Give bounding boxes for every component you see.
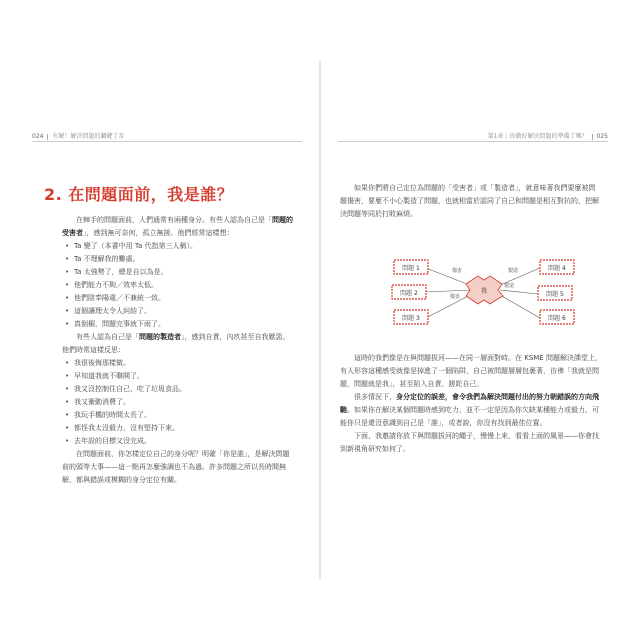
victim-term: 問題的受害者 [62, 216, 293, 237]
right-paragraph-1: 如果你們將自己定位為問題的「受害者」或「製造者」，就意味著我們要麼被問題傷害，要麼不小心製造了問題，也就相當於認同了自己和問題是相互對抗的，把解決問題等同於打敗麻煩。 [340, 184, 599, 218]
right-paragraph-3 [340, 391, 602, 430]
left-header-text: 有解！解決問題的關鍵了步 [52, 133, 125, 140]
right-header-text: 第1章｜你做好解決問題的準備了嗎？ [487, 133, 588, 140]
list-item: • 都怪我太沒毅力，沒有堅持下來。 [62, 422, 294, 435]
para3-text-end: 。如果你在解決某個問題時感到吃力，並不一定是因為你欠缺某種能力或毅力，可能你只是還沒意識到自己是「誰」，或者說，你沒有找到最佳位置。 [340, 406, 599, 427]
book-gutter [319, 60, 321, 580]
center-self-node [466, 276, 503, 304]
list-item: • 他們陰奉陽違／不兼統一致。 [62, 292, 294, 305]
left-page-number: 024 [32, 133, 44, 140]
list-item: • 我又衝動消費了。 [62, 396, 294, 409]
section-title: 2. 在問題面前，我是誰？ [44, 185, 234, 204]
list-item: • 去年設的目標又沒完成。 [62, 435, 294, 448]
list-item: • Ta 太強勢了，總是自以為是。 [62, 266, 294, 279]
right-page-number: 025 [596, 133, 608, 140]
harm-arrow-label: 傷害 [450, 294, 461, 300]
problem-box-label: 問題 3 [402, 315, 420, 322]
closing-paragraph: 在問題面前，你怎樣定位自己的身分呢？明確「你是誰」，是解決問題前的頭等大事——這一點再怎麼強調也不為過。許多問題之所以長時間無解，都與錯誤或模糊的身分定位有關。 [62, 450, 290, 484]
list-item: • 他們能力不夠／效率太低。 [62, 279, 294, 292]
problem-box-label: 問題 2 [400, 290, 418, 297]
header-separator [592, 134, 593, 140]
creator-thoughts-list [62, 357, 294, 448]
para3-emphasis: 身分定位的誤差，會令我們為解決問題付出的努力朝錯誤的方向飛馳 [340, 393, 599, 414]
right-body-top [340, 182, 602, 221]
creator-text-end: 」，感到自責，內疚甚至自我厭惡。他們時常這樣反思： [62, 333, 290, 354]
problem-diagram [390, 250, 580, 330]
right-paragraph-4: 下面，我邀請你放下與問題拔河的繩子，慢慢上來，看看上面的風景——你會找到新視角研究如何了。 [340, 432, 599, 453]
para3-text: 很多情況下， [354, 393, 396, 401]
problem-box-label: 問題 6 [548, 315, 566, 322]
self-label: 我 [480, 288, 488, 295]
header-separator [47, 134, 48, 140]
victim-thoughts-list [62, 240, 294, 331]
left-body [62, 214, 294, 487]
list-item: • 真倒楣，問題完事就下雨了。 [62, 318, 294, 331]
harm-arrow-label: 傷害 [452, 268, 463, 274]
creator-paragraph [62, 331, 294, 357]
list-item: • Ta 變了（本書中用 Ta 代指第三人稱）。 [62, 240, 294, 253]
right-header-rule [338, 141, 608, 142]
list-item: • 我很後悔那樣做。 [62, 357, 294, 370]
creator-text: 有些人認為自己是「 [76, 333, 139, 341]
right-running-header [488, 131, 608, 140]
creator-term: 問題的製造者 [139, 333, 181, 341]
right-body-bottom [340, 352, 602, 456]
right-problem-boxes [538, 260, 574, 324]
right-paragraph-2: 這時的我們像是在與問題拔河——在同一層面對峙。在 KSME 問題解決課堂上，有人形容這種感受就像是掉進了一個陷阱，自己被問題層層包裹著，彷彿「我就是問題，問題就是我」，甚至陷入自責、蹉跎自己。 [340, 354, 602, 388]
intro-text: 在棘手的問題面前，人們通常有兩種身分。有些人認為自己是「 [76, 216, 272, 224]
left-running-header [32, 131, 124, 140]
left-problem-boxes [392, 260, 428, 324]
list-item: • 我又沒控制住自己，吃了垃圾食品。 [62, 383, 294, 396]
list-item: • 這個讓理太令人糾結了。 [62, 305, 294, 318]
problem-box-label: 問題 5 [546, 291, 564, 298]
intro-text-end: 」，感到無可奈何，孤立無援。他們經常這樣想： [83, 229, 234, 237]
left-header-rule [32, 141, 302, 142]
list-item: • 我玩手機的時間太長了。 [62, 409, 294, 422]
intro-paragraph [62, 214, 294, 240]
problem-box-label: 問題 4 [548, 265, 566, 272]
list-item: • 早知道我就不聯開了。 [62, 370, 294, 383]
list-item: • Ta 不理解我的難處。 [62, 253, 294, 266]
create-arrow-label: 製造 [504, 283, 515, 289]
problem-box-label: 問題 1 [402, 265, 420, 272]
create-arrow-label: 製造 [508, 268, 519, 274]
